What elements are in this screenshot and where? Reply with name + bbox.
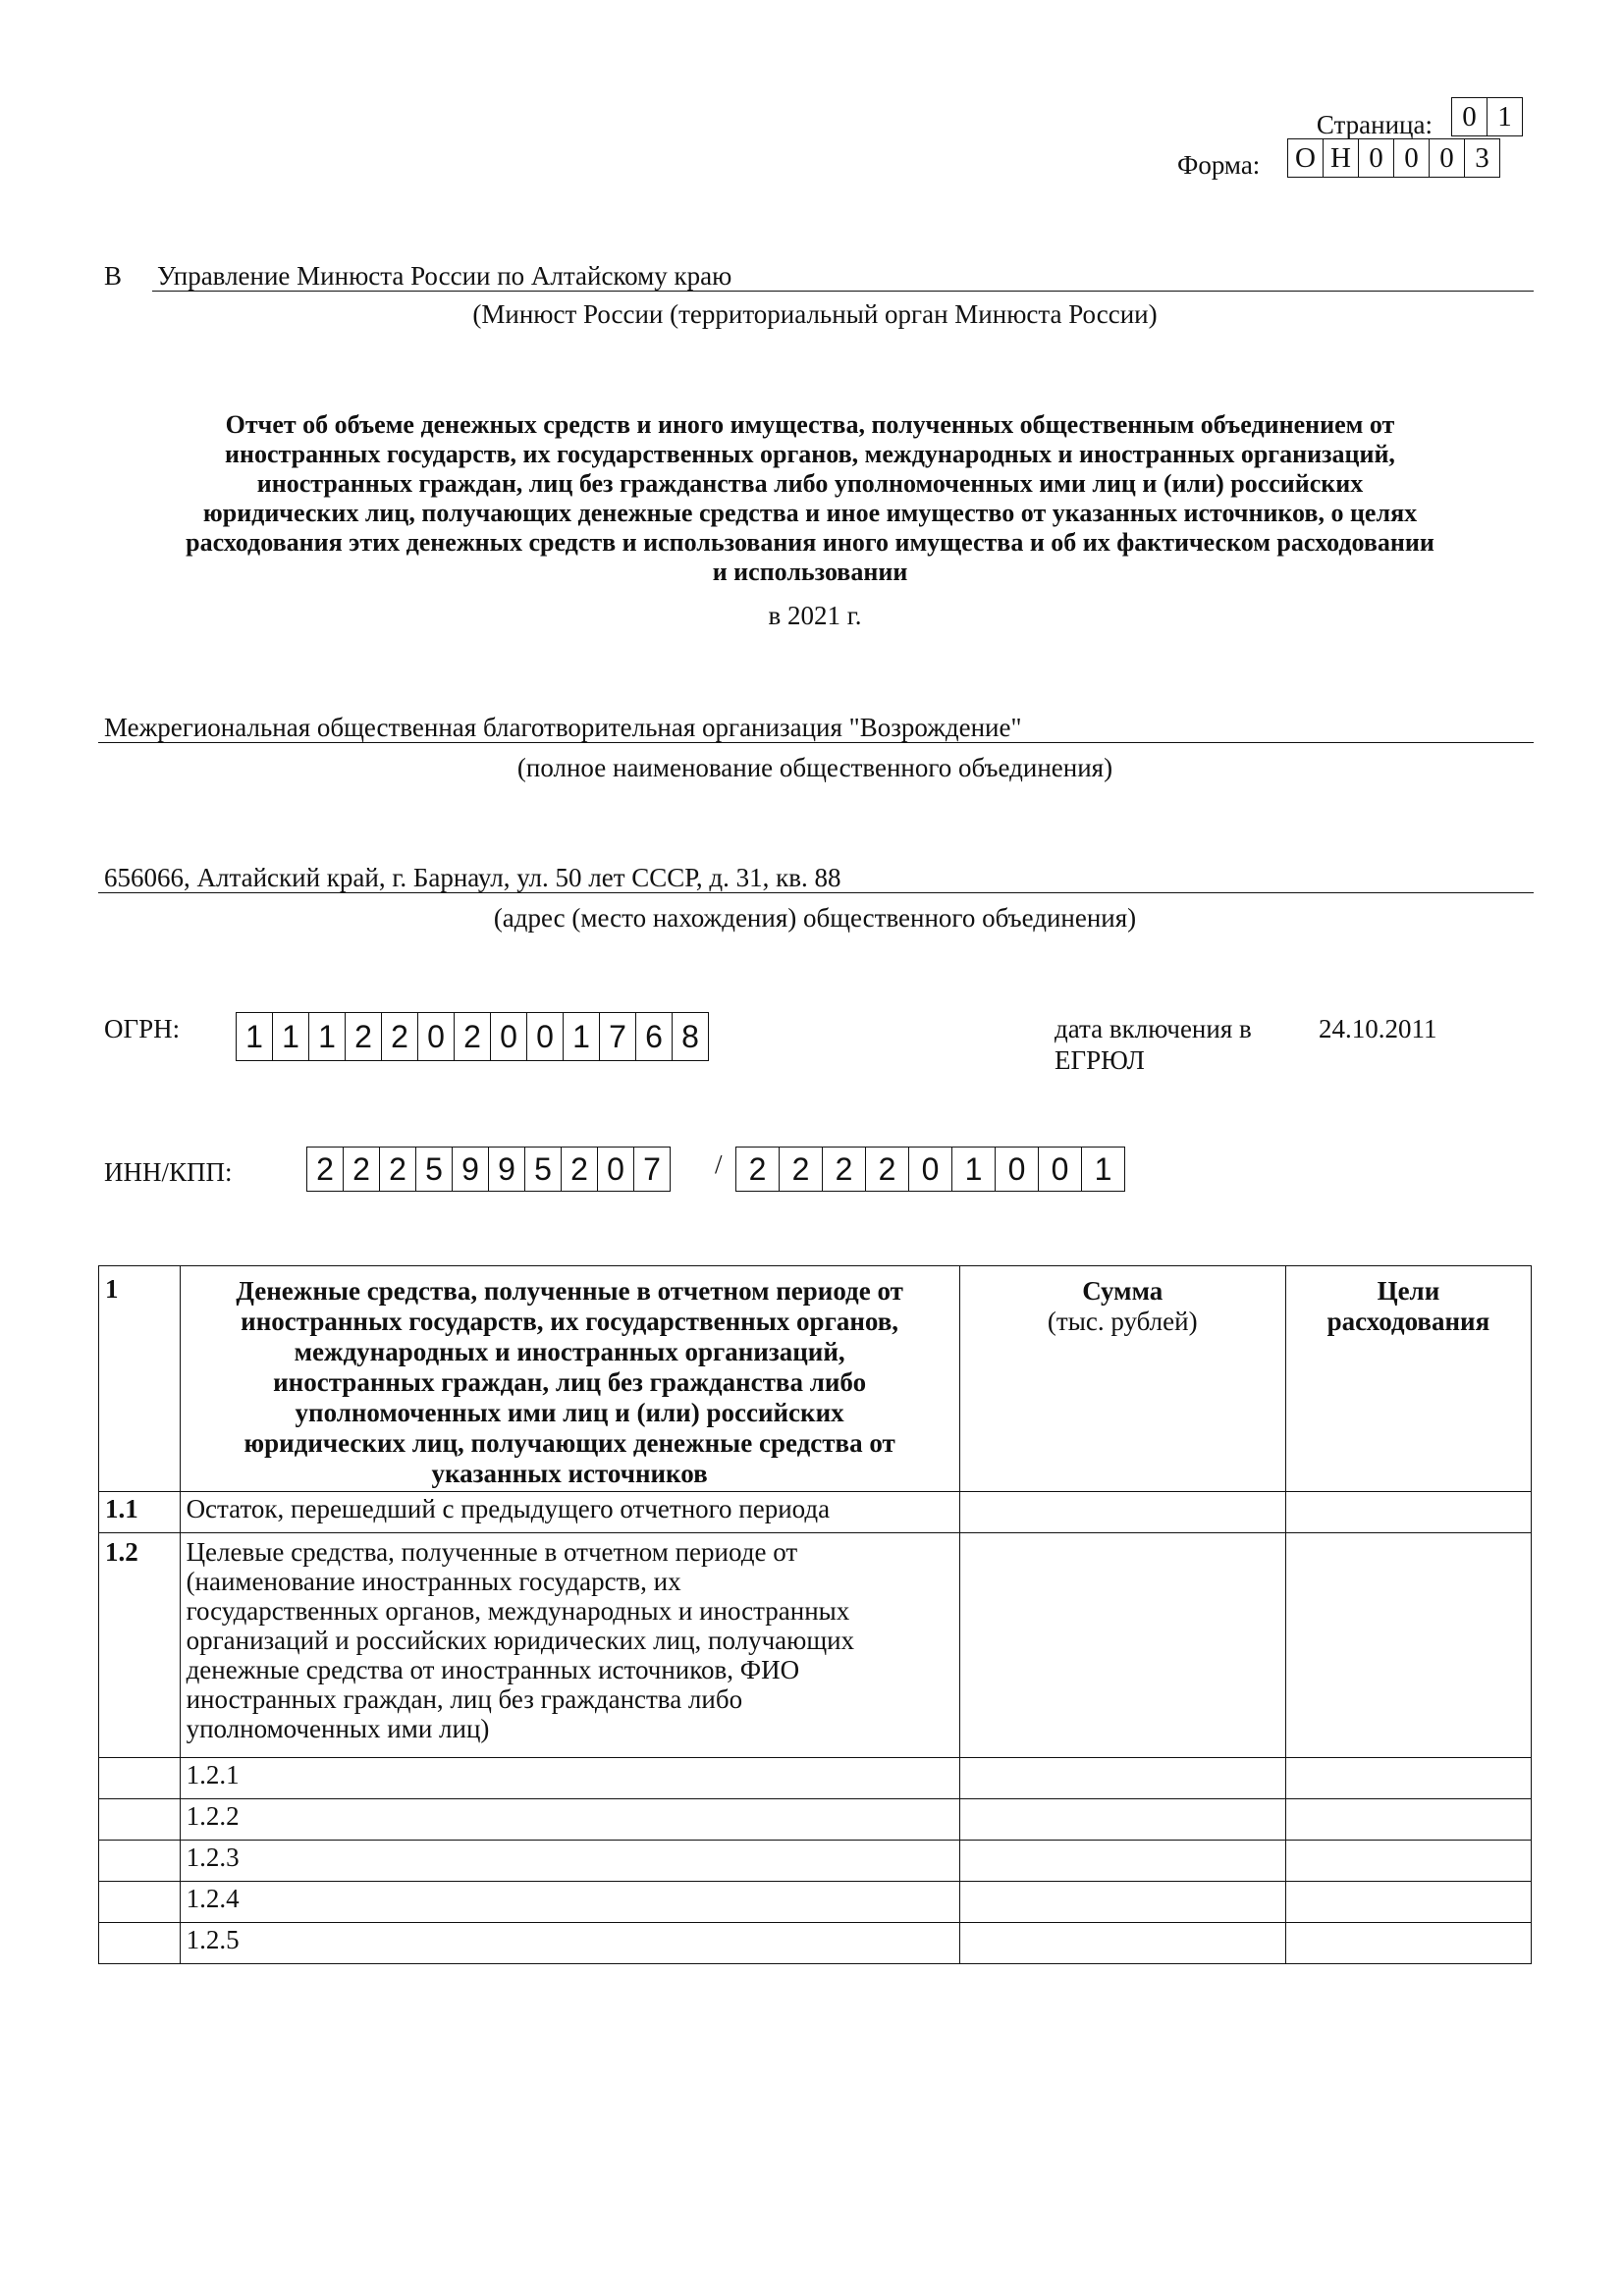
subrow-label: 1.2.5 <box>180 1923 959 1964</box>
form-char: 3 <box>1464 138 1500 178</box>
ogrn-digit: 8 <box>672 1012 709 1061</box>
row-num-cell <box>99 1923 181 1964</box>
table-subrow <box>99 1758 1532 1799</box>
row-num-cell <box>99 1799 181 1841</box>
kpp-digit: 0 <box>1038 1147 1082 1192</box>
header-desc-line: юридических лиц, получающих денежные средства от <box>243 1428 895 1458</box>
ogrn-digit: 0 <box>526 1012 564 1061</box>
table-row-1-2 <box>99 1533 1532 1758</box>
ogrn-digit: 2 <box>345 1012 382 1061</box>
inn-digit: 7 <box>633 1147 671 1192</box>
title-line: иностранных граждан, лиц без гражданства либо уполномоченных ими лиц и (или) российских <box>256 469 1364 498</box>
header-desc-line: Денежные средства, полученные в отчетном периоде от <box>236 1276 903 1306</box>
header-purpose-line: расходования <box>1326 1307 1490 1336</box>
table-header-row <box>99 1266 1532 1492</box>
header-sum-cell <box>959 1266 1285 1492</box>
row-text-cell: Остаток, перешедший с предыдущего отчетного периода <box>180 1492 959 1533</box>
header-desc-line: иностранных граждан, лиц без гражданства либо <box>273 1367 867 1397</box>
header-purpose-line: Цели <box>1377 1276 1440 1306</box>
ogrn-digit: 1 <box>308 1012 346 1061</box>
inn-digit: 5 <box>415 1147 453 1192</box>
row-purpose-cell[interactable] <box>1285 1492 1531 1533</box>
header-desc-line: международных и иностранных организаций, <box>294 1337 845 1366</box>
egrul-date-label-line: дата включения в <box>1055 1014 1252 1043</box>
egrul-date-value: 24.10.2011 <box>1319 1014 1437 1043</box>
row-sum-cell[interactable] <box>959 1758 1285 1799</box>
row-text-line: иностранных граждан, лиц без гражданства либо <box>186 1684 743 1714</box>
recipient-underline <box>152 291 1534 292</box>
form-char: 0 <box>1393 138 1430 178</box>
recipient-prefix: В <box>104 261 123 291</box>
row-purpose-cell[interactable] <box>1285 1758 1531 1799</box>
address-caption: (адрес (место нахождения) общественного объединения) <box>493 903 1137 933</box>
ogrn-digit: 6 <box>635 1012 673 1061</box>
row-sum-cell[interactable] <box>959 1841 1285 1882</box>
recipient-caption: (Минюст России (территориальный орган Минюста России) <box>472 299 1158 329</box>
subrow-label: 1.2.3 <box>180 1841 959 1882</box>
address-underline <box>98 892 1534 893</box>
kpp-digit: 0 <box>908 1147 952 1192</box>
row-sum-cell[interactable] <box>959 1533 1285 1758</box>
form-code-boxes <box>1287 138 1500 178</box>
funds-table <box>98 1265 1532 1964</box>
table-subrow <box>99 1841 1532 1882</box>
form-label: Форма: <box>1177 150 1261 180</box>
header-sum-unit: (тыс. рублей) <box>1047 1307 1198 1336</box>
header-description-cell <box>180 1266 959 1492</box>
ogrn-digit: 7 <box>599 1012 636 1061</box>
row-num-cell: 1.2 <box>99 1533 181 1758</box>
ogrn-digit: 1 <box>236 1012 273 1061</box>
row-text-line: денежные средства от иностранных источников, ФИО <box>186 1655 800 1684</box>
header-sum-title: Сумма <box>1082 1276 1163 1306</box>
ogrn-digit: 2 <box>381 1012 418 1061</box>
page-digit: 0 <box>1451 97 1488 136</box>
address-value: 656066, Алтайский край, г. Барнаул, ул. 50 лет СССР, д. 31, кв. 88 <box>104 863 841 892</box>
row-text-line: Целевые средства, полученные в отчетном периоде от <box>186 1537 798 1567</box>
row-purpose-cell[interactable] <box>1285 1799 1531 1841</box>
report-title <box>98 410 1522 587</box>
header-num-cell: 1 <box>99 1266 181 1492</box>
kpp-digit: 2 <box>865 1147 909 1192</box>
row-sum-cell[interactable] <box>959 1492 1285 1533</box>
row-text-line: организаций и российских юридических лиц, получающих <box>186 1626 855 1655</box>
kpp-digit: 1 <box>1081 1147 1125 1192</box>
title-line: иностранных государств, их государственных органов, международных и иностранных организаций, <box>225 440 1395 468</box>
title-line: расходования этих денежных средств и использования иного имущества и об их фактическом расходовании <box>186 528 1434 557</box>
subrow-label: 1.2.2 <box>180 1799 959 1841</box>
row-text-line: государственных органов, международных и иностранных <box>186 1596 850 1626</box>
inn-digit: 2 <box>306 1147 344 1192</box>
form-char: Н <box>1323 138 1359 178</box>
row-sum-cell[interactable] <box>959 1882 1285 1923</box>
egrul-date-label <box>1055 1013 1252 1076</box>
egrul-date-label-line: ЕГРЮЛ <box>1055 1045 1145 1075</box>
kpp-digit: 2 <box>735 1147 780 1192</box>
organization-name: Межрегиональная общественная благотворительная организация "Возрождение" <box>104 713 1022 742</box>
recipient-value: Управление Минюста России по Алтайскому краю <box>157 261 732 291</box>
ogrn-digit: 0 <box>490 1012 527 1061</box>
row-text-line: (наименование иностранных государств, их <box>186 1567 681 1596</box>
row-num-cell: 1.1 <box>99 1492 181 1533</box>
organization-underline <box>98 742 1534 743</box>
row-num-cell <box>99 1758 181 1799</box>
inn-digit: 5 <box>524 1147 562 1192</box>
subrow-label: 1.2.4 <box>180 1882 959 1923</box>
kpp-digit: 0 <box>995 1147 1039 1192</box>
header-desc-line: уполномоченных ими лиц и (или) российских <box>295 1398 844 1427</box>
inn-kpp-label: ИНН/КПП: <box>104 1157 233 1187</box>
table-subrow <box>99 1923 1532 1964</box>
title-line: и использовании <box>712 558 908 586</box>
row-text-line: уполномоченных ими лиц) <box>186 1714 490 1743</box>
form-char: О <box>1287 138 1324 178</box>
ogrn-boxes <box>236 1012 709 1061</box>
inn-digit: 9 <box>452 1147 489 1192</box>
inn-kpp-separator: / <box>715 1149 723 1179</box>
row-purpose-cell[interactable] <box>1285 1923 1531 1964</box>
kpp-digit: 2 <box>822 1147 866 1192</box>
table-row-1-1 <box>99 1492 1532 1533</box>
ogrn-digit: 1 <box>563 1012 600 1061</box>
header-desc-line: указанных источников <box>431 1459 708 1488</box>
ogrn-digit: 2 <box>454 1012 491 1061</box>
inn-boxes <box>306 1147 671 1192</box>
kpp-digit: 2 <box>779 1147 823 1192</box>
header-desc-line: иностранных государств, их государственных органов, <box>241 1307 899 1336</box>
title-line: юридических лиц, получающих денежные средства и иное имущество от указанных источников, о целях <box>202 499 1418 527</box>
inn-digit: 2 <box>561 1147 598 1192</box>
table-subrow <box>99 1799 1532 1841</box>
subrow-label: 1.2.1 <box>180 1758 959 1799</box>
title-line: Отчет об объеме денежных средств и иного имущества, полученных общественным объединением от <box>225 410 1395 439</box>
organization-caption: (полное наименование общественного объединения) <box>516 753 1113 782</box>
row-num-cell <box>99 1841 181 1882</box>
ogrn-digit: 0 <box>417 1012 455 1061</box>
row-purpose-cell[interactable] <box>1285 1882 1531 1923</box>
form-char: 0 <box>1358 138 1394 178</box>
row-text-cell <box>180 1533 959 1758</box>
row-num-cell <box>99 1882 181 1923</box>
kpp-digit: 1 <box>951 1147 996 1192</box>
kpp-boxes <box>735 1147 1125 1192</box>
inn-digit: 0 <box>597 1147 634 1192</box>
form-char: 0 <box>1429 138 1465 178</box>
row-purpose-cell[interactable] <box>1285 1841 1531 1882</box>
header-purpose-cell <box>1285 1266 1531 1492</box>
ogrn-label: ОГРН: <box>104 1014 181 1043</box>
inn-digit: 9 <box>488 1147 525 1192</box>
row-sum-cell[interactable] <box>959 1923 1285 1964</box>
table-subrow <box>99 1882 1532 1923</box>
inn-digit: 2 <box>343 1147 380 1192</box>
page-number-boxes <box>1451 97 1523 136</box>
row-purpose-cell[interactable] <box>1285 1533 1531 1758</box>
ogrn-digit: 1 <box>272 1012 309 1061</box>
report-year: в 2021 г. <box>768 601 862 630</box>
row-sum-cell[interactable] <box>959 1799 1285 1841</box>
page-digit: 1 <box>1487 97 1523 136</box>
page-label: Страница: <box>1316 110 1433 139</box>
inn-digit: 2 <box>379 1147 416 1192</box>
